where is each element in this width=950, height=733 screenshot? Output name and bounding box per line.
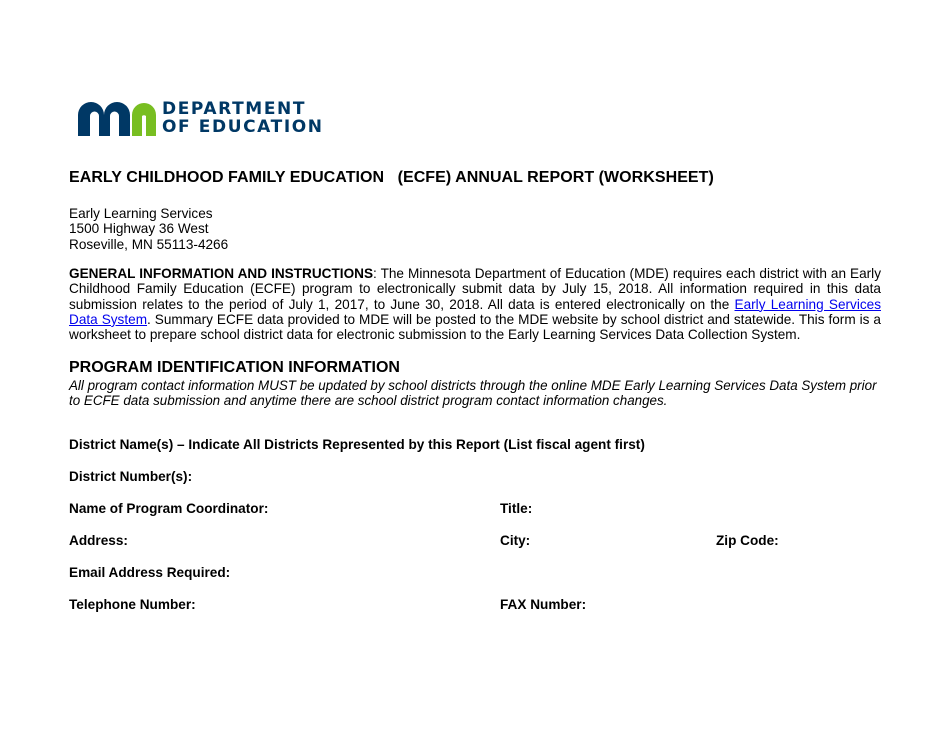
- coordinator-name-label: Name of Program Coordinator:: [69, 501, 269, 516]
- address-line-2: 1500 Highway 36 West: [69, 221, 209, 237]
- mn-logo-mark: [78, 102, 156, 136]
- data-system-link[interactable]: Early Learning Services Data System: [69, 296, 881, 327]
- district-names-label: District Name(s) – Indicate All Districts Represented by this Report (List fiscal agent first): [69, 437, 645, 452]
- program-identification-note: All program contact information MUST be updated by school districts through the online MDE Early Learning Services Data System prior to ECFE data submission and anytime there are school district program contact information changes.: [69, 378, 877, 409]
- address-line-1: Early Learning Services: [69, 206, 213, 221]
- office-address: [69, 206, 228, 252]
- district-numbers-label: District Number(s):: [69, 469, 193, 484]
- general-instructions: [69, 266, 881, 342]
- city-label: City:: [500, 533, 531, 548]
- logo-line-education: OF EDUCATION: [162, 117, 324, 137]
- fax-number-label: FAX Number:: [500, 597, 587, 612]
- page-title: EARLY CHILDHOOD FAMILY EDUCATION (ECFE) ANNUAL REPORT (WORKSHEET): [69, 169, 714, 186]
- program-identification-heading: PROGRAM IDENTIFICATION INFORMATION: [69, 359, 400, 376]
- logo-m-shape: [78, 102, 130, 136]
- mde-logo: [78, 100, 328, 140]
- instructions-text-2: . Summary ECFE data provided to MDE will be posted to the MDE website by school district and statewide. This form is a worksheet to prepare school district data for electronic submission to the Early Learning Services Data Collection System.: [69, 311, 881, 343]
- zip-code-label: Zip Code:: [716, 533, 779, 548]
- email-address-label: Email Address Required:: [69, 565, 231, 580]
- logo-n-shape: [132, 103, 156, 136]
- title-label: Title:: [500, 501, 533, 516]
- instructions-text-1: : The Minnesota Department of Education (MDE) requires each district with an Early Childhood Family Education (ECFE) program to electronically submit data by July 15, 2018. All information required in this data submission relates to the period of July 1, 2017, to June 30, 2018. All data is entered electronically on the: [69, 266, 881, 312]
- logo-wordmark: [162, 100, 324, 136]
- telephone-number-label: Telephone Number:: [69, 597, 196, 612]
- address-label: Address:: [69, 533, 128, 548]
- instructions-heading: GENERAL INFORMATION AND INSTRUCTIONS: [69, 266, 374, 281]
- logo-line-department: DEPARTMENT: [162, 99, 307, 119]
- address-line-3: Roseville, MN 55113-4266: [69, 236, 229, 252]
